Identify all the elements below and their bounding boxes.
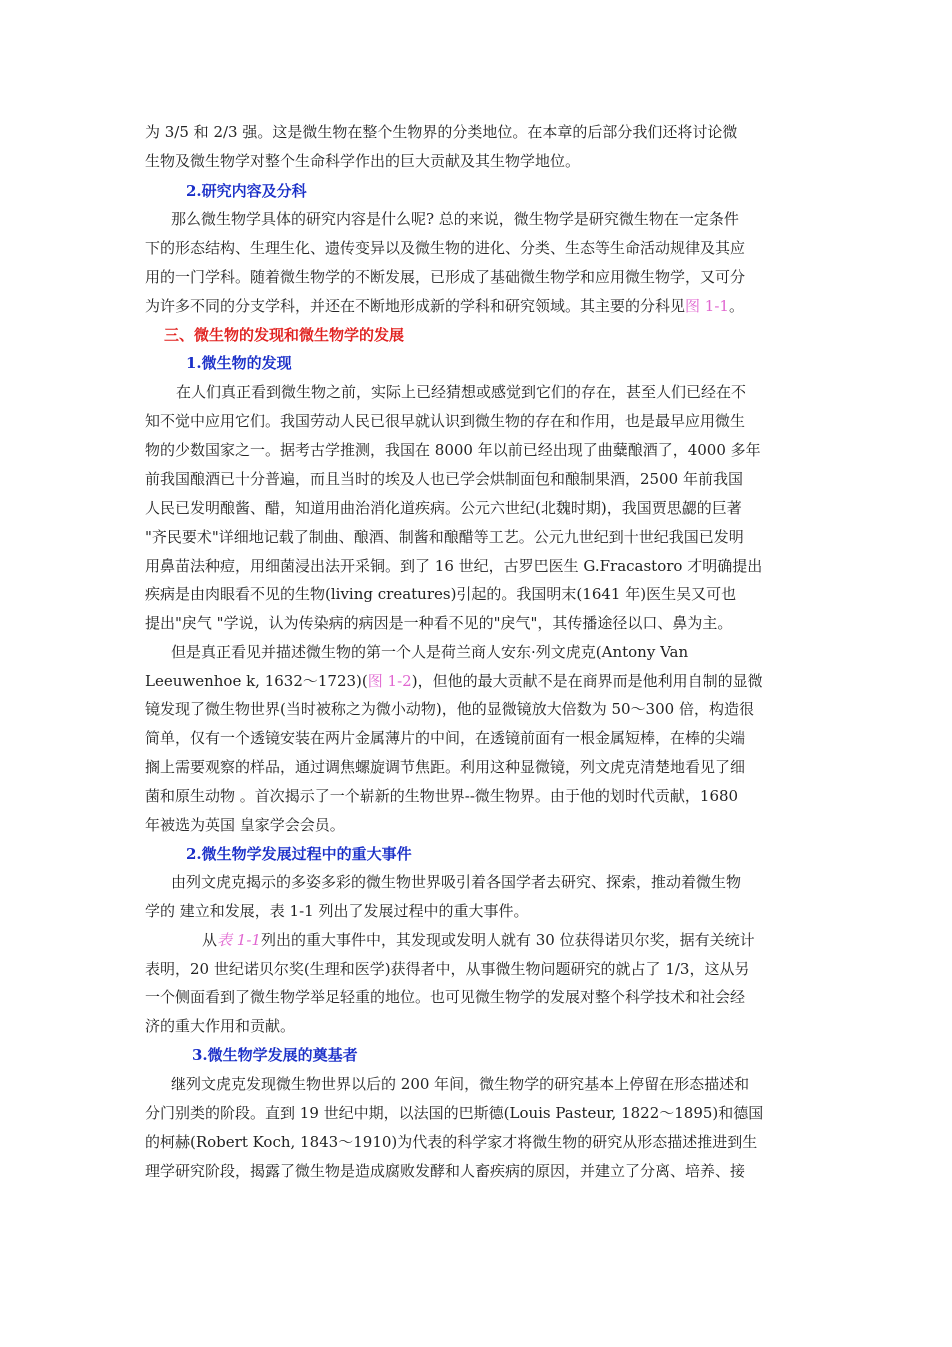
body-text-line: 济的重大作用和贡献。 (145, 1017, 296, 1035)
line-text: Leeuwenhoe k, 1632～1723)( (145, 672, 368, 690)
figure-reference-link[interactable]: 图 1-1 (685, 297, 729, 315)
line-text: 从 (202, 931, 218, 949)
body-text-line: 继列文虎克发现微生物世界以后的 200 年间，微生物学的研究基本上停留在形态描述和 (171, 1075, 750, 1093)
body-text-line: 用的一门学科。随着微生物学的不断发展，已形成了基础微生物学和应用微生物学，又可分 (145, 268, 746, 286)
body-text-line (145, 292, 810, 320)
body-text-line: 生物及微生物学对整个生命科学作出的巨大贡献及其生物学地位。 (145, 152, 581, 170)
subsection-heading: 1.微生物的发现 (186, 354, 292, 372)
line-text: 为许多不同的分支学科，并还在不断地形成新的学科和研究领域。其主要的分科见 (145, 297, 686, 315)
body-text-line: 为 3/5 和 2/3 强。这是微生物在整个生物界的分类地位。在本章的后部分我们还将讨论微 (145, 123, 738, 141)
body-text-line: 疾病是由肉眼看不见的生物(living creatures)引起的。我国明末(1641 年)医生吴又可也 (145, 585, 737, 603)
body-text-line: 但是真正看见并描述微生物的第一个人是荷兰商人安东·列文虎克(Antony Van (171, 643, 689, 661)
section-heading: 三、微生物的发现和微生物学的发展 (164, 326, 405, 344)
body-text-line (145, 667, 810, 695)
body-text-line: 年被选为英国 皇家学会会员。 (145, 816, 345, 834)
body-text-line (202, 926, 811, 954)
body-text-line: 那么微生物学具体的研究内容是什么呢? 总的来说，微生物学是研究微生物在一定条件 (171, 210, 739, 228)
body-text-line: 镜发现了微生物世界(当时被称之为微小动物)，他的显微镜放大倍数为 50～300 倍，构造很 (145, 700, 754, 718)
body-text-line: 学的 建立和发展，表 1-1 列出了发展过程中的重大事件。 (145, 902, 529, 920)
body-text-line: 菌和原生动物 。首次揭示了一个崭新的生物世界--微生物界。由于他的划时代贡献，1680 (145, 787, 739, 805)
line-text: 列出的重大事件中，其发现或发明人就有 30 位获得诺贝尔奖，据有关统计 (260, 931, 755, 949)
body-text-line: 的柯赫(Robert Koch, 1843～1910)为代表的科学家才将微生物的研究从形态描述推进到生 (145, 1133, 758, 1151)
body-text-line: 提出"戾气 "学说，认为传染病的病因是一种看不见的"戾气"，其传播途径以口、鼻为主。 (145, 614, 733, 632)
body-text-line: 简单，仅有一个透镜安装在两片金属薄片的中间，在透镜前面有一根金属短棒，在棒的尖端 (145, 729, 746, 747)
body-text-line: 人民已发明酿酱、醋，知道用曲治消化道疾病。公元六世纪(北魏时期)，我国贾思勰的巨著 (145, 499, 742, 517)
body-text-line: 分门别类的阶段。直到 19 世纪中期，以法国的巴斯德(Louis Pasteur, 1822～1895)和德国 (145, 1104, 764, 1122)
body-text-line: 表明，20 世纪诺贝尔奖(生理和医学)获得者中，从事微生物问题研究的就占了 1/3，这从另 (145, 960, 750, 978)
body-text-line: "齐民要术"详细地记载了制曲、酿酒、制酱和酿醋等工艺。公元九世纪到十世纪我国已发明 (145, 528, 744, 546)
body-text-line: 理学研究阶段，揭露了微生物是造成腐败发酵和人畜疾病的原因，并建立了分离、培养、接 (145, 1162, 746, 1180)
subsection-heading: 2.微生物学发展过程中的重大事件 (186, 845, 412, 863)
body-text-line: 物的少数国家之一。据考古学推测，我国在 8000 年以前已经出现了曲糵酿酒了，4000 多年 (145, 441, 761, 459)
body-text-line: 用鼻苗法种痘，用细菌浸出法开采铜。到了 16 世纪，古罗巴医生 G.Fracastoro 才明确提出 (145, 557, 763, 575)
body-text-line: 一个侧面看到了微生物学举足轻重的地位。也可见微生物学的发展对整个科学技术和社会经 (145, 988, 746, 1006)
line-text: )，但他的最大贡献不是在商界而是他利用自制的显微 (411, 672, 763, 690)
line-text: 。 (728, 297, 744, 315)
body-text-line: 在人们真正看到微生物之前，实际上已经猜想或感觉到它们的存在，甚至人们已经在不 (176, 383, 747, 401)
body-text-line: 下的形态结构、生理生化、遗传变异以及微生物的进化、分类、生态等生命活动规律及其应 (145, 239, 746, 257)
body-text-line: 前我国酿酒已十分普遍，而且当时的埃及人也已学会烘制面包和酿制果酒，2500 年前我国 (145, 470, 743, 488)
subsection-heading: 2.研究内容及分科 (186, 182, 307, 200)
body-text-line: 由列文虎克揭示的多姿多彩的微生物世界吸引着各国学者去研究、探索，推动着微生物 (171, 873, 742, 891)
subsection-heading: 3.微生物学发展的奠基者 (192, 1046, 358, 1064)
table-reference-link[interactable]: 表 1-1 (217, 931, 261, 949)
figure-reference-link[interactable]: 图 1-2 (367, 672, 412, 690)
body-text-line: 知不觉中应用它们。我国劳动人民已很早就认识到微生物的存在和作用，也是最早应用微生 (145, 412, 746, 430)
body-text-line: 搁上需要观察的样品，通过调焦螺旋调节焦距。利用这种显微镜，列文虎克清楚地看见了细 (145, 758, 746, 776)
